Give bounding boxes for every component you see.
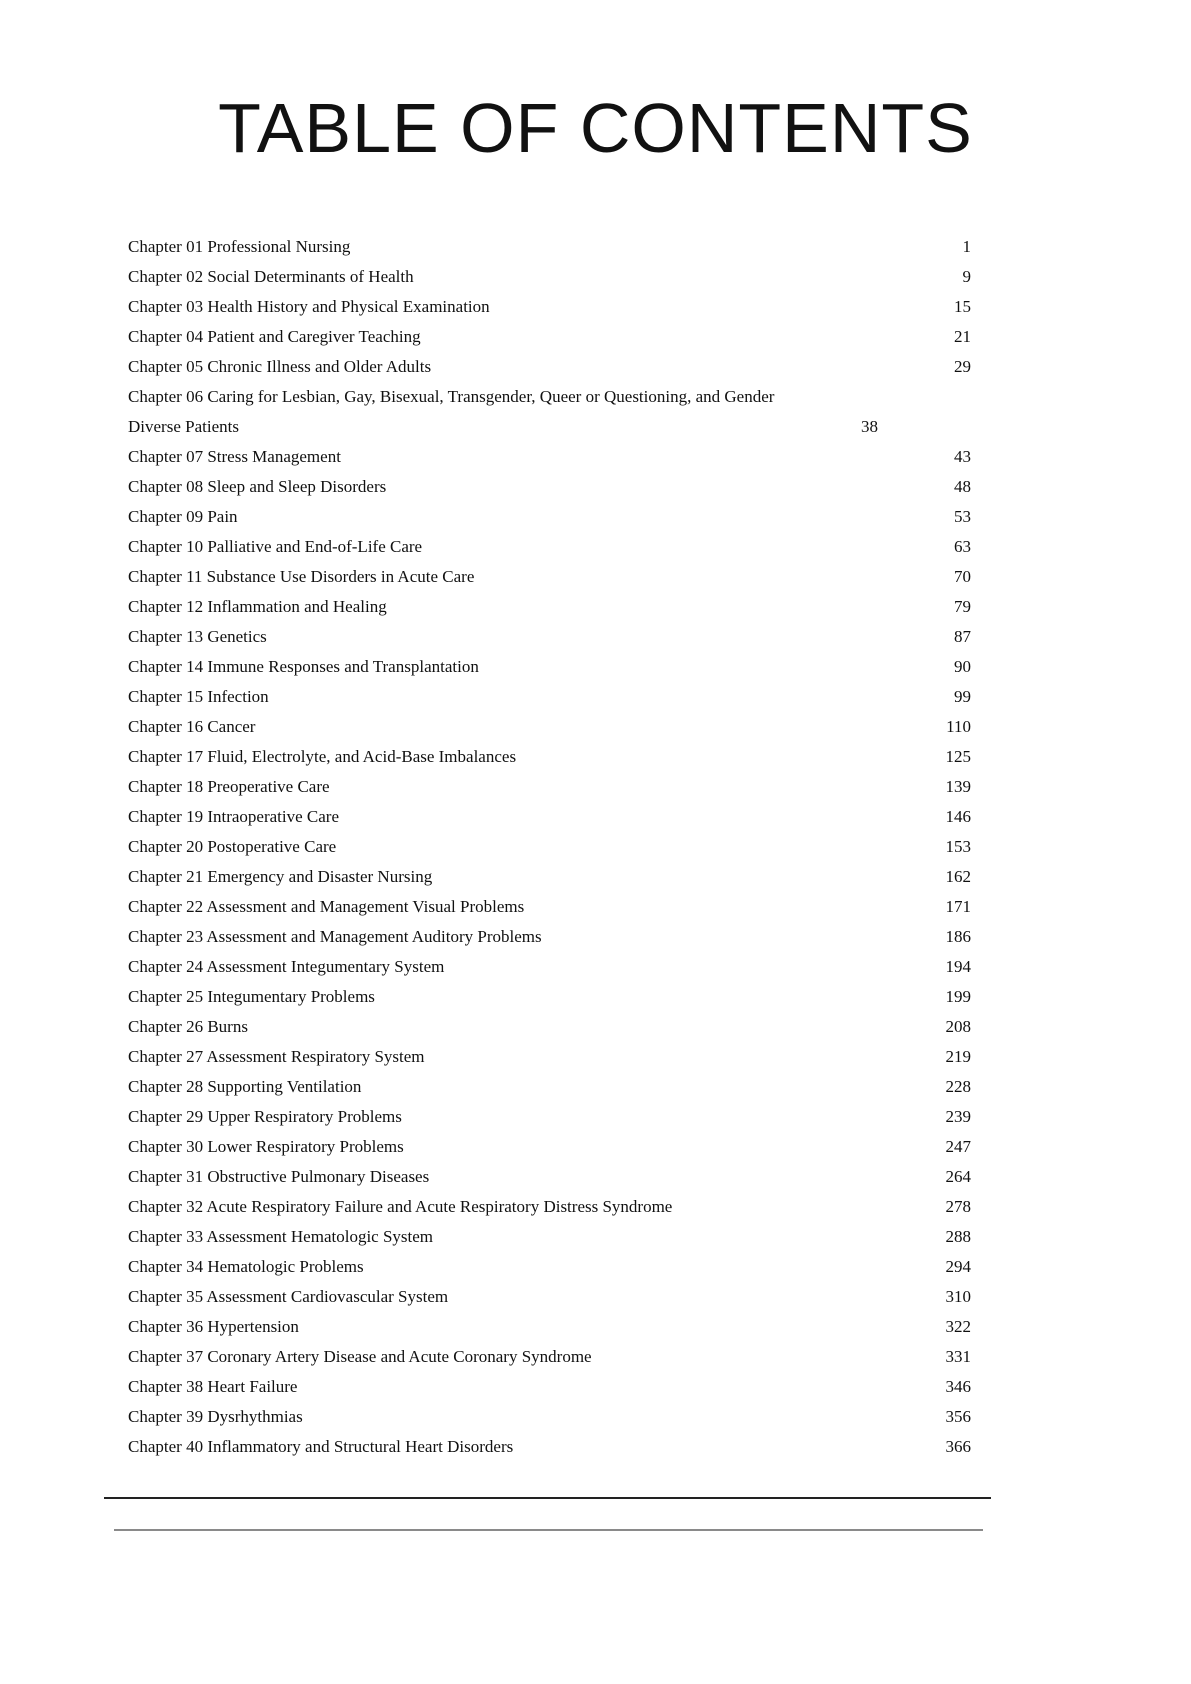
toc-entry[interactable] [128, 382, 971, 442]
toc-entry-title: Chapter 22 Assessment and Management Visual Problems [128, 897, 525, 916]
toc-entry-page-number: 310 [945, 1287, 971, 1306]
toc-entry-page-number: 146 [945, 807, 971, 826]
toc-entry-page-number: 366 [945, 1437, 971, 1456]
toc-entry-page-number: 208 [945, 1017, 971, 1036]
toc-entry[interactable] [128, 982, 971, 1012]
toc-entry[interactable] [128, 1342, 971, 1372]
toc-entry-page-number: 331 [945, 1347, 971, 1366]
toc-entry-page-number: 48 [954, 477, 971, 496]
toc-entry-page-number: 125 [945, 747, 971, 766]
toc-entry[interactable] [128, 862, 971, 892]
toc-entry[interactable] [128, 322, 971, 352]
toc-entry-title: Chapter 34 Hematologic Problems [128, 1257, 364, 1276]
toc-entry-page-number: 162 [945, 867, 971, 886]
toc-entry[interactable] [128, 922, 971, 952]
toc-entry-page-number: 15 [954, 297, 971, 316]
toc-entry-title: Chapter 13 Genetics [128, 627, 267, 646]
toc-entry-title: Chapter 28 Supporting Ventilation [128, 1077, 362, 1096]
toc-entry-page-number: 278 [945, 1197, 971, 1216]
toc-entry-page-number: 171 [945, 897, 971, 916]
toc-entry-title: Chapter 14 Immune Responses and Transplantation [128, 657, 479, 676]
toc-entry-title: Chapter 40 Inflammatory and Structural Heart Disorders [128, 1437, 514, 1456]
toc-entry-page-number: 356 [945, 1407, 971, 1426]
toc-entry-page-number: 1 [962, 237, 971, 256]
page-title: TABLE OF CONTENTS [218, 89, 973, 167]
toc-entry-title: Chapter 24 Assessment Integumentary System [128, 957, 445, 976]
toc-entry-page-number: 110 [946, 717, 971, 736]
toc-entry[interactable] [128, 1132, 971, 1162]
toc-list [128, 232, 971, 1462]
toc-entry-title: Chapter 02 Social Determinants of Health [128, 267, 414, 286]
toc-entry[interactable] [128, 262, 971, 292]
toc-entry[interactable] [128, 1042, 971, 1072]
toc-entry-page-number: 87 [954, 627, 971, 646]
toc-entry-page-number: 9 [962, 267, 971, 286]
toc-entry-page-number: 90 [954, 657, 971, 676]
toc-entry-page-number: 186 [945, 927, 971, 946]
toc-entry-page-number: 219 [945, 1047, 971, 1066]
toc-entry[interactable] [128, 1402, 971, 1432]
toc-entry-title: Chapter 04 Patient and Caregiver Teaching [128, 327, 421, 346]
toc-entry[interactable] [128, 1312, 971, 1342]
toc-entry[interactable] [128, 1252, 971, 1282]
toc-entry-page-number: 63 [954, 537, 971, 556]
toc-entry[interactable] [128, 502, 971, 532]
toc-entry[interactable] [128, 472, 971, 502]
toc-entry-title: Chapter 30 Lower Respiratory Problems [128, 1137, 404, 1156]
toc-entry[interactable] [128, 712, 971, 742]
toc-entry-title: Chapter 38 Heart Failure [128, 1377, 298, 1396]
toc-entry[interactable] [128, 1012, 971, 1042]
toc-entry[interactable] [128, 1072, 971, 1102]
toc-entry-title: Chapter 07 Stress Management [128, 447, 341, 466]
toc-entry[interactable] [128, 892, 971, 922]
toc-entry-title: Chapter 18 Preoperative Care [128, 777, 330, 796]
toc-entry-title: Chapter 39 Dysrhythmias [128, 1407, 303, 1426]
toc-entry-title: Chapter 35 Assessment Cardiovascular System [128, 1287, 449, 1306]
toc-entry[interactable] [128, 1192, 971, 1222]
toc-entry[interactable] [128, 1162, 971, 1192]
toc-entry-page-number: 346 [945, 1377, 971, 1396]
toc-entry[interactable] [128, 742, 971, 772]
toc-entry[interactable] [128, 952, 971, 982]
toc-entry-title: Chapter 11 Substance Use Disorders in Acute Care [128, 567, 475, 586]
toc-entry-page-number: 247 [945, 1137, 971, 1156]
toc-entry-title: Chapter 20 Postoperative Care [128, 837, 337, 856]
toc-entry-title: Chapter 08 Sleep and Sleep Disorders [128, 477, 387, 496]
toc-entry[interactable] [128, 1282, 971, 1312]
toc-entry-title: Chapter 09 Pain [128, 507, 238, 526]
toc-entry[interactable] [128, 532, 971, 562]
toc-entry-page-number: 29 [954, 357, 971, 376]
toc-entry-title: Chapter 19 Intraoperative Care [128, 807, 339, 826]
toc-entry-page-number: 294 [945, 1257, 971, 1276]
toc-entry-title: Chapter 05 Chronic Illness and Older Adults [128, 357, 432, 376]
toc-entry-title: Chapter 15 Infection [128, 687, 269, 706]
toc-entry-title: Chapter 31 Obstructive Pulmonary Diseases [128, 1167, 430, 1186]
toc-entry-page-number: 139 [945, 777, 971, 796]
toc-entry[interactable] [128, 682, 971, 712]
toc-entry-title: Chapter 33 Assessment Hematologic System [128, 1227, 434, 1246]
toc-entry-page-number: 43 [954, 447, 971, 466]
toc-entry-title: Chapter 26 Burns [128, 1017, 248, 1036]
toc-entry-page-number: 38 [861, 417, 878, 436]
toc-entry-title: Chapter 17 Fluid, Electrolyte, and Acid-Base Imbalances [128, 747, 517, 766]
toc-entry-title: Chapter 27 Assessment Respiratory System [128, 1047, 425, 1066]
toc-entry[interactable] [128, 1432, 971, 1462]
toc-entry-title: Chapter 01 Professional Nursing [128, 237, 351, 256]
toc-entry[interactable] [128, 1372, 971, 1402]
toc-entry-page-number: 239 [945, 1107, 971, 1126]
toc-entry-page-number: 70 [954, 567, 971, 586]
toc-entry-page-number: 194 [945, 957, 971, 976]
toc-entry[interactable] [128, 352, 971, 382]
toc-entry[interactable] [128, 772, 971, 802]
toc-entry-title: Chapter 06 Caring for Lesbian, Gay, Bisexual, Transgender, Queer or Questioning, and Gender Diverse Patients [128, 387, 775, 436]
toc-entry-title: Chapter 12 Inflammation and Healing [128, 597, 387, 616]
toc-entry-page-number: 79 [954, 597, 971, 616]
toc-entry[interactable] [128, 1102, 971, 1132]
toc-entry-page-number: 322 [945, 1317, 971, 1336]
toc-entry[interactable] [128, 622, 971, 652]
toc-entry-title: Chapter 16 Cancer [128, 717, 256, 736]
toc-entry-page-number: 99 [954, 687, 971, 706]
toc-entry-page-number: 53 [954, 507, 971, 526]
toc-entry-page-number: 199 [945, 987, 971, 1006]
toc-entry-title: Chapter 21 Emergency and Disaster Nursing [128, 867, 433, 886]
toc-entry[interactable] [128, 232, 971, 262]
toc-entry-title: Chapter 10 Palliative and End-of-Life Care [128, 537, 423, 556]
toc-entry-title: Chapter 37 Coronary Artery Disease and Acute Coronary Syndrome [128, 1347, 592, 1366]
toc-entry-title: Chapter 29 Upper Respiratory Problems [128, 1107, 402, 1126]
toc-entry[interactable] [128, 802, 971, 832]
toc-entry[interactable] [128, 592, 971, 622]
toc-entry-page-number: 288 [945, 1227, 971, 1246]
toc-entry[interactable] [128, 562, 971, 592]
toc-entry-page-number: 21 [954, 327, 971, 346]
toc-entry-page-number: 228 [945, 1077, 971, 1096]
toc-entry-page-number: 264 [945, 1167, 971, 1186]
toc-entry[interactable] [128, 292, 971, 322]
toc-entry-title: Chapter 32 Acute Respiratory Failure and Acute Respiratory Distress Syndrome [128, 1197, 673, 1216]
toc-entry-title: Chapter 03 Health History and Physical Examination [128, 297, 490, 316]
toc-entry[interactable] [128, 442, 971, 472]
toc-entry-title: Chapter 23 Assessment and Management Auditory Problems [128, 927, 542, 946]
toc-entry[interactable] [128, 832, 971, 862]
divider-line-gray [114, 1529, 983, 1531]
divider-line-dark [104, 1497, 991, 1499]
toc-entry[interactable] [128, 1222, 971, 1252]
toc-entry[interactable] [128, 652, 971, 682]
toc-entry-page-number: 153 [945, 837, 971, 856]
toc-entry-title: Chapter 25 Integumentary Problems [128, 987, 375, 1006]
toc-entry-title: Chapter 36 Hypertension [128, 1317, 299, 1336]
